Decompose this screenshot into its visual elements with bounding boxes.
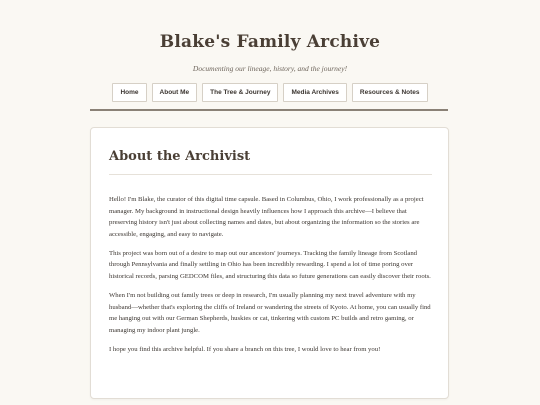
nav-resources-notes-button[interactable]: Resources & Notes: [352, 83, 428, 102]
about-content: [109, 194, 432, 363]
paragraph-intro: Hello! I'm Blake, the curator of this digital time capsule. Based in Columbus, Ohio, I work professionally as a project manager. My background in instructional design heavily influences how I approach this archive—I believe that preserving history isn't just about collecting names and dates, but about organizing the information so the stories are accessible, engaging, and easy to navigate.: [109, 196, 424, 238]
header-divider: [90, 109, 448, 111]
paragraph-closing: I hope you find this archive helpful. If you share a branch on this tree, I would love to hear from you!: [109, 346, 381, 354]
paragraph-project: This project was born out of a desire to map out our ancestors' journeys. Tracking the family lineage from Scotland through Pennsylvania and finally settling in Ohio has been incredibly rewarding. I spend a lot of time poring over historical records, parsing GEDCOM files, and structuring this data so future generations can easily discover their roots.: [109, 249, 431, 281]
nav-about-button[interactable]: About Me: [152, 83, 198, 102]
title-divider: [109, 174, 432, 175]
nav-media-archives-button[interactable]: Media Archives: [283, 83, 346, 102]
main-nav: [0, 83, 540, 102]
about-card: [90, 127, 449, 399]
paragraph-personal: When I'm not building out family trees or deep in research, I'm usually planning my next travel adventure with my husband—whether that's exploring the cliffs of Ireland or wandering the streets of Kyoto. At home, you can usually find me hanging out with our German Shepherds, huskies or cat, tinkering with custom PC builds and retro gaming, or managing my indoor plant jungle.: [109, 292, 431, 334]
site-title: Blake's Family Archive: [159, 32, 381, 52]
nav-tree-journey-button[interactable]: The Tree & Journey: [202, 83, 278, 102]
site-tagline: Documenting our lineage, history, and the journey!: [192, 64, 348, 73]
nav-home-button[interactable]: Home: [112, 83, 146, 102]
site-header: [0, 0, 540, 112]
page-title: About the Archivist: [109, 149, 251, 164]
